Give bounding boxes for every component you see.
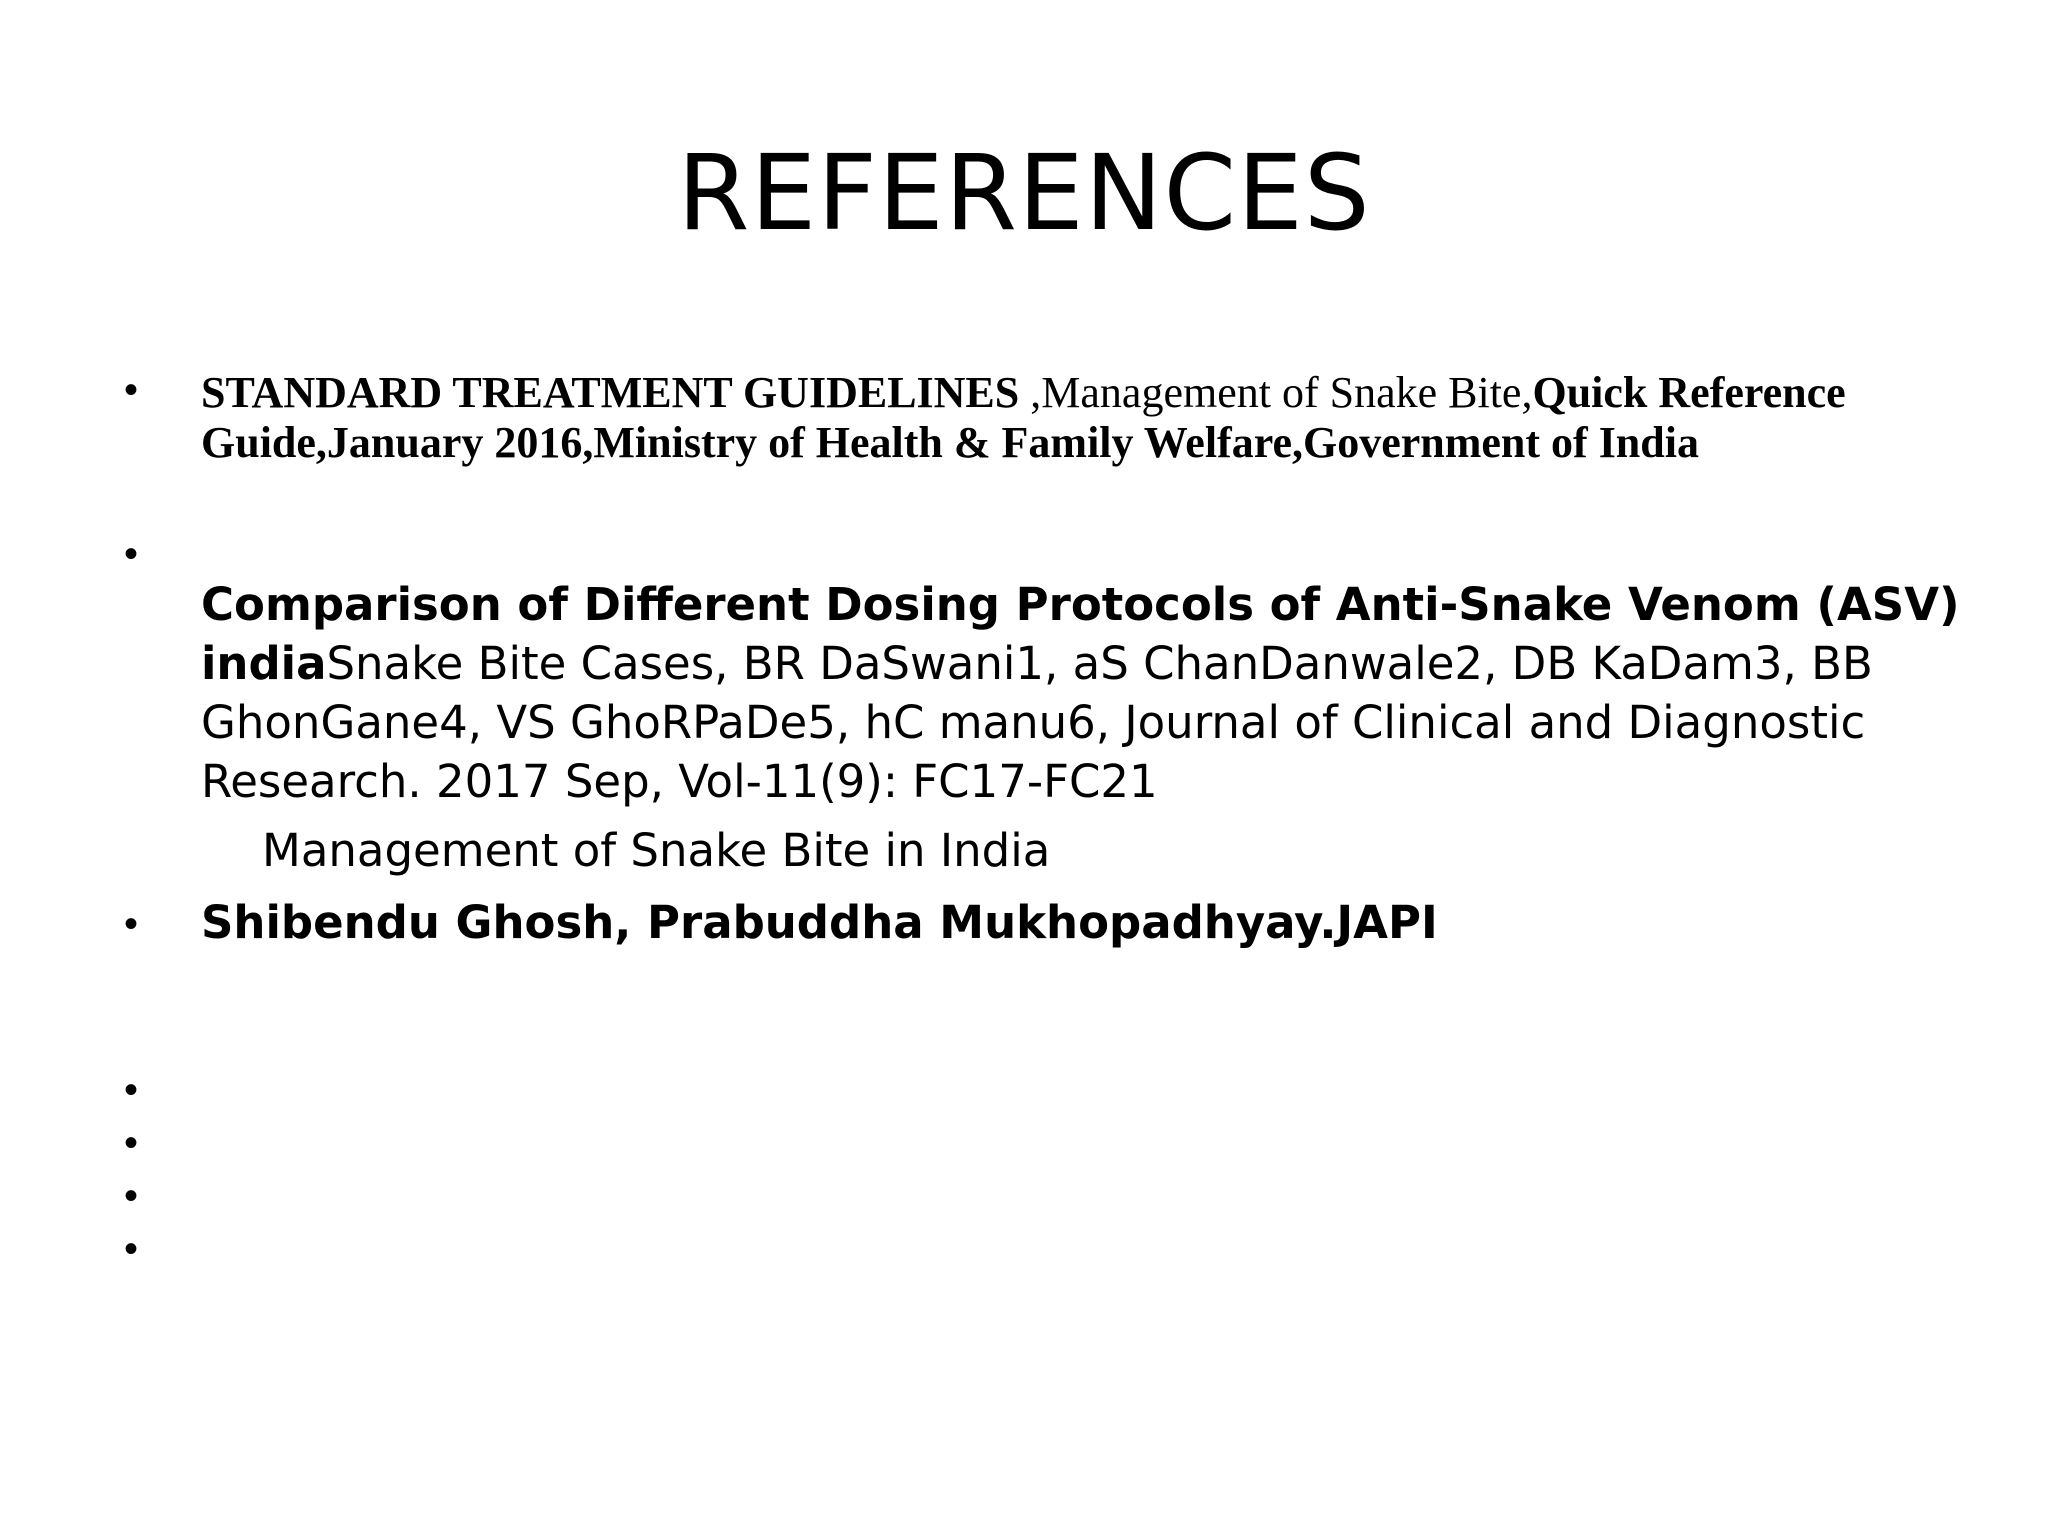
reference-3-title: Management of Snake Bite in India: [262, 824, 1051, 877]
bullet-7: •: [124, 1227, 139, 1271]
bullet-1: •: [124, 368, 139, 412]
bullet-3: •: [124, 902, 139, 946]
reference-2-title: Comparison of Different Dosing Protocols of Anti-Snake Venom (ASV) india: [201, 578, 1960, 690]
reference-2: [201, 575, 1961, 811]
reference-1: [201, 368, 1941, 468]
slide-title: REFERENCES: [677, 132, 1371, 254]
bullet-2: •: [124, 532, 139, 576]
reference-2-details: Snake Bite Cases, BR DaSwani1, aS ChanDanwale2, DB KaDam3, BB GhonGane4, VS GhoRPaDe5, hC manu6, Journal of Clinical and Diagnostic Research. 2017 Sep, Vol-11(9): FC17-FC21: [201, 637, 1873, 808]
bullet-6: •: [124, 1174, 139, 1218]
bullet-4: •: [124, 1068, 139, 1112]
bullet-5: •: [124, 1121, 139, 1165]
reference-1-title: STANDARD TREATMENT GUIDELINES: [201, 368, 1020, 417]
reference-1-source: Quick Reference Guide,January 2016,Ministry of Health & Family Welfare,Government of India: [201, 368, 1846, 467]
reference-3-authors: Shibendu Ghosh, Prabuddha Mukhopadhyay.JAPI: [201, 896, 1438, 949]
reference-1-subject: ,Management of Snake Bite,: [1019, 368, 1533, 417]
